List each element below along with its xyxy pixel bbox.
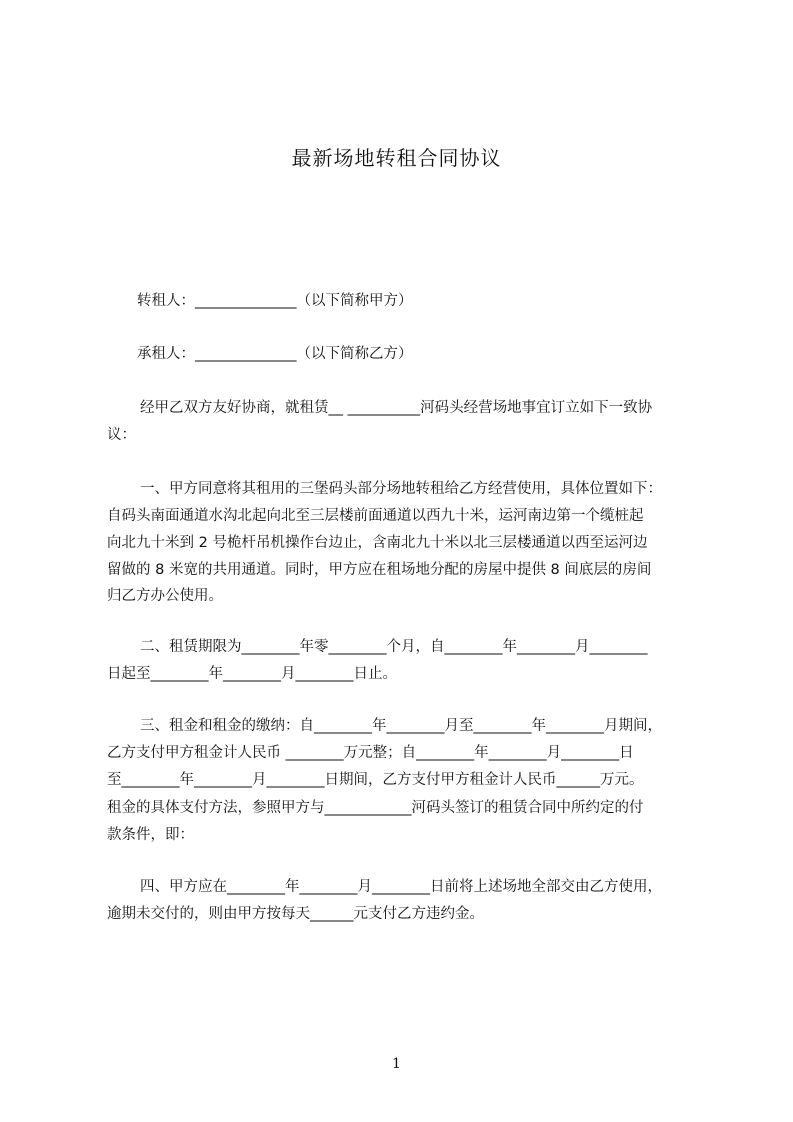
clause-3-line-2: 乙方支付甲方租金计人民币 ________万元整；自________年________月________日 xyxy=(107,745,634,761)
clause-2-line-1: 二、租赁期限为________年零________个月，自________年________月________ xyxy=(140,639,648,655)
lessor-line: 转租人：______________（以下简称甲方） xyxy=(137,293,413,309)
clause-3-line-1: 三、租金和租金的缴纳：自________年________月至________年________月期间， xyxy=(140,718,662,734)
preamble-line-2: 议： xyxy=(107,427,136,443)
clause-1-line-3: 向北九十米到 2 号桅杆吊机操作台边止，含南北九十米以北三层楼通道以西至运河边 xyxy=(107,535,648,551)
lessee-line: 承租人：______________（以下简称乙方） xyxy=(137,346,413,362)
page-number: 1 xyxy=(392,1056,401,1072)
preamble-line-1: 经甲乙双方友好协商，就租赁__ __________河码头经营场地事宜订立如下一致协 xyxy=(140,400,653,416)
document-title: 最新场地转租合同协议 xyxy=(291,146,502,170)
clause-4-line-2: 逾期未交付的，则由甲方按每天______元支付乙方违约金。 xyxy=(107,906,484,922)
clause-3-line-3: 至________年________月________日期间，乙方支付甲方租金计人民币______万元。 xyxy=(107,772,644,788)
clause-4-line-1: 四、甲方应在________年________月________日前将上述场地全部交由乙方使用， xyxy=(140,879,662,895)
clause-1-line-2: 自码头南面通道水沟北起向北至三层楼前面通道以西九十米，运河南边第一个缆桩起 xyxy=(107,508,644,524)
clause-1-line-4: 留做的 8 米宽的共用通道。同时，甲方应在租场地分配的房屋中提供 8 间底层的房间 xyxy=(107,562,652,578)
clause-3-line-4: 租金的具体支付方法，参照甲方与____________河码头签订的租赁合同中所约定的付 xyxy=(107,800,644,816)
clause-1-line-5: 归乙方办公使用。 xyxy=(107,588,223,604)
clause-3-line-5: 款条件，即： xyxy=(107,827,194,843)
clause-1-line-1: 一、甲方同意将其租用的三堡码头部分场地转租给乙方经营使用，具体位置如下： xyxy=(140,481,662,497)
clause-2-line-2: 日起至________年________月________日止。 xyxy=(107,666,397,682)
